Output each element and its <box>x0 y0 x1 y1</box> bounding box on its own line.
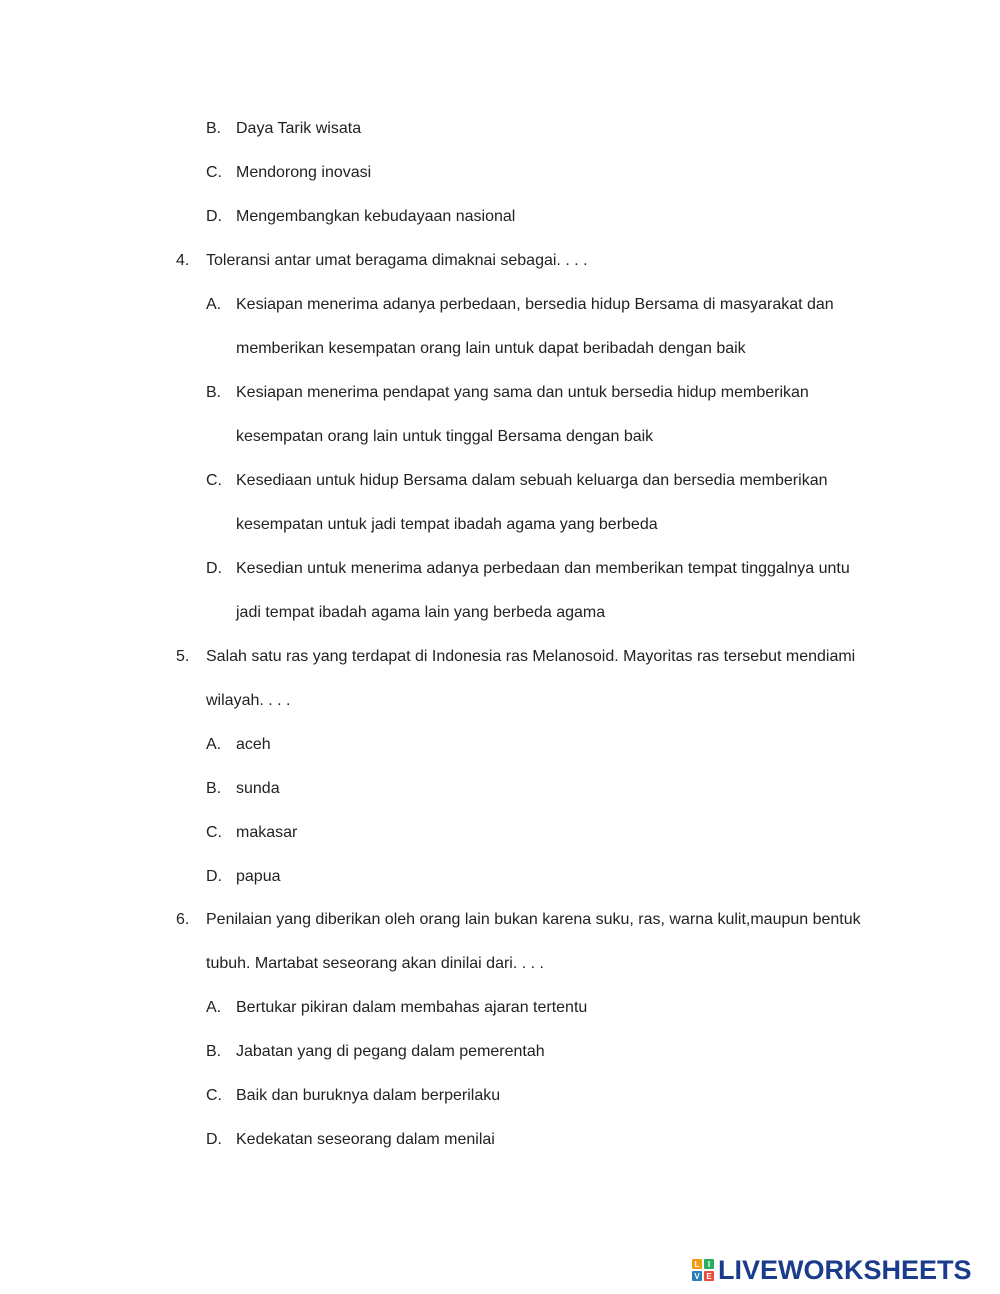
q6-option-c-letter: C. <box>206 1087 222 1104</box>
q3-option-d-letter: D. <box>206 208 222 225</box>
q6-option-b-letter: B. <box>206 1043 222 1060</box>
q5-option-b-text: sunda <box>236 780 280 797</box>
logo-grid-cell: I <box>704 1259 714 1269</box>
q4-option-b-line2: kesempatan orang lain untuk tinggal Bersama dengan baik <box>236 428 654 445</box>
q6-question-line1: Penilaian yang diberikan oleh orang lain bukan karena suku, ras, warna kulit,maupun bentuk <box>206 911 861 928</box>
q4-question: Toleransi antar umat beragama dimaknai sebagai. . . . <box>206 252 588 269</box>
q6-option-a-text: Bertukar pikiran dalam membahas ajaran tertentu <box>236 999 588 1016</box>
q3-option-b-text: Daya Tarik wisata <box>236 120 362 137</box>
q5-question-line2: wilayah. . . . <box>206 692 291 709</box>
q6-option-b-text: Jabatan yang di pegang dalam pemerentah <box>236 1043 545 1060</box>
q6-option-d-text: Kedekatan seseorang dalam menilai <box>236 1131 495 1148</box>
q4-option-b-letter: B. <box>206 384 222 401</box>
q4-option-d-letter: D. <box>206 560 222 577</box>
q4-option-b-line1: Kesiapan menerima pendapat yang sama dan untuk bersedia hidup memberikan <box>236 384 809 401</box>
q5-option-b-letter: B. <box>206 780 222 797</box>
q3-option-c-text: Mendorong inovasi <box>236 164 372 181</box>
q5-option-c-text: makasar <box>236 824 298 841</box>
q5-option-d-text: papua <box>236 868 281 885</box>
q5-option-d-letter: D. <box>206 868 222 885</box>
q4-option-a-line1: Kesiapan menerima adanya perbedaan, bersedia hidup Bersama di masyarakat dan <box>236 296 834 313</box>
logo-grid-cell: L <box>692 1259 702 1269</box>
logo-grid-cell: V <box>692 1271 702 1281</box>
q5-option-c-letter: C. <box>206 824 222 841</box>
q4-option-c-line2: kesempatan untuk jadi tempat ibadah agama yang berbeda <box>236 516 658 533</box>
logo-grid-cell: E <box>704 1271 714 1281</box>
q6-question-line2: tubuh. Martabat seseorang akan dinilai dari. . . . <box>206 955 544 972</box>
q5-option-a-letter: A. <box>206 736 222 753</box>
logo-text: LIVEWORKSHEETS <box>718 1255 972 1285</box>
q4-option-c-letter: C. <box>206 472 222 489</box>
liveworksheets-logo[interactable] <box>692 1256 972 1284</box>
q5-number: 5. <box>176 648 190 665</box>
q6-option-d-letter: D. <box>206 1131 222 1148</box>
q6-number: 6. <box>176 911 190 928</box>
q4-option-c-line1: Kesediaan untuk hidup Bersama dalam sebuah keluarga dan bersedia memberikan <box>236 472 828 489</box>
q4-option-a-line2: memberikan kesempatan orang lain untuk dapat beribadah dengan baik <box>236 340 746 357</box>
q4-option-d-line1: Kesedian untuk menerima adanya perbedaan dan memberikan tempat tinggalnya untu <box>236 560 850 577</box>
q4-option-d-line2: jadi tempat ibadah agama lain yang berbeda agama <box>236 604 606 621</box>
q6-option-c-text: Baik dan buruknya dalam berperilaku <box>236 1087 501 1104</box>
q3-option-c-letter: C. <box>206 164 222 181</box>
q5-question-line1: Salah satu ras yang terdapat di Indonesia ras Melanosoid. Mayoritas ras tersebut mendiami <box>206 648 856 665</box>
q5-option-a-text: aceh <box>236 736 271 753</box>
q3-option-b-letter: B. <box>206 120 222 137</box>
logo-grid-icon <box>692 1259 714 1281</box>
q4-number: 4. <box>176 252 190 269</box>
q6-option-a-letter: A. <box>206 999 222 1016</box>
q4-option-a-letter: A. <box>206 296 222 313</box>
q3-option-d-text: Mengembangkan kebudayaan nasional <box>236 208 516 225</box>
